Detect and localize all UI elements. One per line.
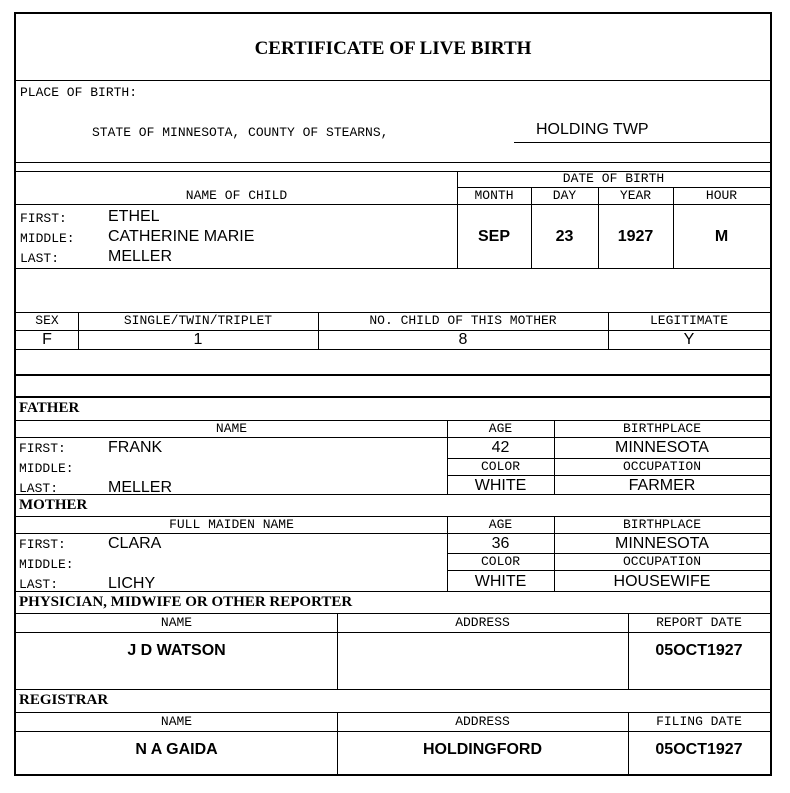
divider — [16, 268, 770, 269]
divider — [628, 613, 629, 689]
divider — [457, 171, 458, 268]
physician-address-header: ADDRESS — [455, 615, 510, 630]
legitimate-value: Y — [683, 331, 695, 348]
mother-first-label: FIRST: — [19, 537, 66, 552]
date-of-birth-header: DATE OF BIRTH — [562, 171, 665, 186]
name-of-child-header: NAME OF CHILD — [185, 188, 288, 203]
divider — [16, 204, 770, 205]
col-month-header: MONTH — [474, 188, 514, 203]
father-last-name: MELLER — [108, 479, 173, 496]
divider — [16, 80, 770, 81]
divider — [447, 420, 448, 494]
filing-date-header: FILING DATE — [656, 714, 742, 729]
divider — [447, 570, 770, 571]
birth-day: 23 — [555, 228, 574, 245]
divider — [16, 162, 770, 163]
report-date-header: REPORT DATE — [656, 615, 742, 630]
mother-age-value: 36 — [491, 535, 510, 552]
father-last-label: LAST: — [19, 481, 59, 496]
thick-divider — [16, 396, 770, 398]
filing-date-value: 05OCT1927 — [655, 741, 743, 758]
mother-section-title: MOTHER — [19, 497, 88, 513]
divider — [337, 712, 338, 774]
father-color-value: WHITE — [474, 477, 527, 494]
father-occupation-value: FARMER — [628, 477, 696, 494]
divider — [16, 494, 770, 495]
col-day-header: DAY — [552, 188, 577, 203]
state-county-text: STATE OF MINNESOTA, COUNTY OF STEARNS, — [92, 125, 389, 140]
mother-occupation-value: HOUSEWIFE — [613, 573, 711, 590]
mother-occupation-header: OCCUPATION — [622, 554, 701, 569]
father-name-header: NAME — [215, 421, 248, 436]
divider — [628, 712, 629, 774]
physician-name-value: J D WATSON — [127, 642, 226, 659]
father-age-header: AGE — [488, 421, 513, 436]
divider — [598, 187, 599, 268]
father-middle-label: MIDDLE: — [19, 461, 74, 476]
child-first-name: ETHEL — [108, 208, 160, 225]
mother-color-value: WHITE — [474, 573, 527, 590]
divider — [531, 187, 532, 268]
birth-hour: M — [714, 228, 729, 245]
township-underline — [514, 142, 770, 143]
sex-header: SEX — [35, 313, 59, 328]
birth-year: 1927 — [617, 228, 654, 245]
divider — [554, 420, 555, 494]
township-value: HOLDING TWP — [536, 121, 649, 138]
divider — [554, 516, 555, 591]
father-age-value: 42 — [491, 439, 510, 456]
child-number-header: NO. CHILD OF THIS MOTHER — [369, 313, 557, 328]
father-birthplace-value: MINNESOTA — [615, 439, 709, 456]
father-occupation-header: OCCUPATION — [622, 459, 701, 474]
mother-name-header: FULL MAIDEN NAME — [169, 517, 294, 532]
divider — [16, 591, 770, 592]
divider — [16, 437, 770, 438]
registrar-name-header: NAME — [160, 714, 193, 729]
col-year-header: YEAR — [619, 188, 652, 203]
mother-last-name: LICHY — [108, 575, 156, 592]
child-first-label: FIRST: — [20, 211, 67, 226]
thick-divider — [16, 374, 770, 376]
mother-birthplace-value: MINNESOTA — [615, 535, 709, 552]
child-middle-label: MIDDLE: — [20, 231, 75, 246]
report-date-value: 05OCT1927 — [655, 642, 743, 659]
place-of-birth-label: PLACE OF BIRTH: — [20, 85, 138, 100]
child-last-name: MELLER — [108, 248, 173, 265]
registrar-section-title: REGISTRAR — [19, 692, 109, 708]
father-first-name: FRANK — [108, 439, 163, 456]
mother-last-label: LAST: — [19, 577, 59, 592]
child-middle-name: CATHERINE MARIE — [108, 228, 255, 245]
father-section-title: FATHER — [19, 400, 80, 416]
divider — [16, 349, 770, 350]
divider — [447, 516, 448, 591]
certificate-title: CERTIFICATE OF LIVE BIRTH — [254, 38, 532, 59]
child-last-label: LAST: — [20, 251, 60, 266]
birth-certificate — [14, 12, 772, 776]
registrar-address-header: ADDRESS — [455, 714, 510, 729]
father-first-label: FIRST: — [19, 441, 66, 456]
mother-first-name: CLARA — [108, 535, 162, 552]
divider — [673, 187, 674, 268]
mother-color-header: COLOR — [480, 554, 520, 569]
divider — [447, 475, 770, 476]
divider — [16, 533, 770, 534]
father-color-header: COLOR — [480, 459, 520, 474]
father-birthplace-header: BIRTHPLACE — [622, 421, 701, 436]
mother-age-header: AGE — [488, 517, 513, 532]
divider — [16, 689, 770, 690]
physician-name-header: NAME — [160, 615, 193, 630]
legitimate-header: LEGITIMATE — [649, 313, 728, 328]
birth-month: SEP — [477, 228, 510, 245]
plurality-value: 1 — [193, 331, 203, 348]
registrar-address-value: HOLDINGFORD — [422, 741, 543, 758]
mother-middle-label: MIDDLE: — [19, 557, 74, 572]
mother-birthplace-header: BIRTHPLACE — [622, 517, 701, 532]
plurality-header: SINGLE/TWIN/TRIPLET — [123, 313, 273, 328]
sex-value: F — [42, 331, 52, 348]
divider — [337, 613, 338, 689]
registrar-name-value: N A GAIDA — [135, 741, 218, 758]
child-number-value: 8 — [458, 331, 468, 348]
physician-section-title: PHYSICIAN, MIDWIFE OR OTHER REPORTER — [19, 594, 353, 610]
col-hour-header: HOUR — [705, 188, 738, 203]
